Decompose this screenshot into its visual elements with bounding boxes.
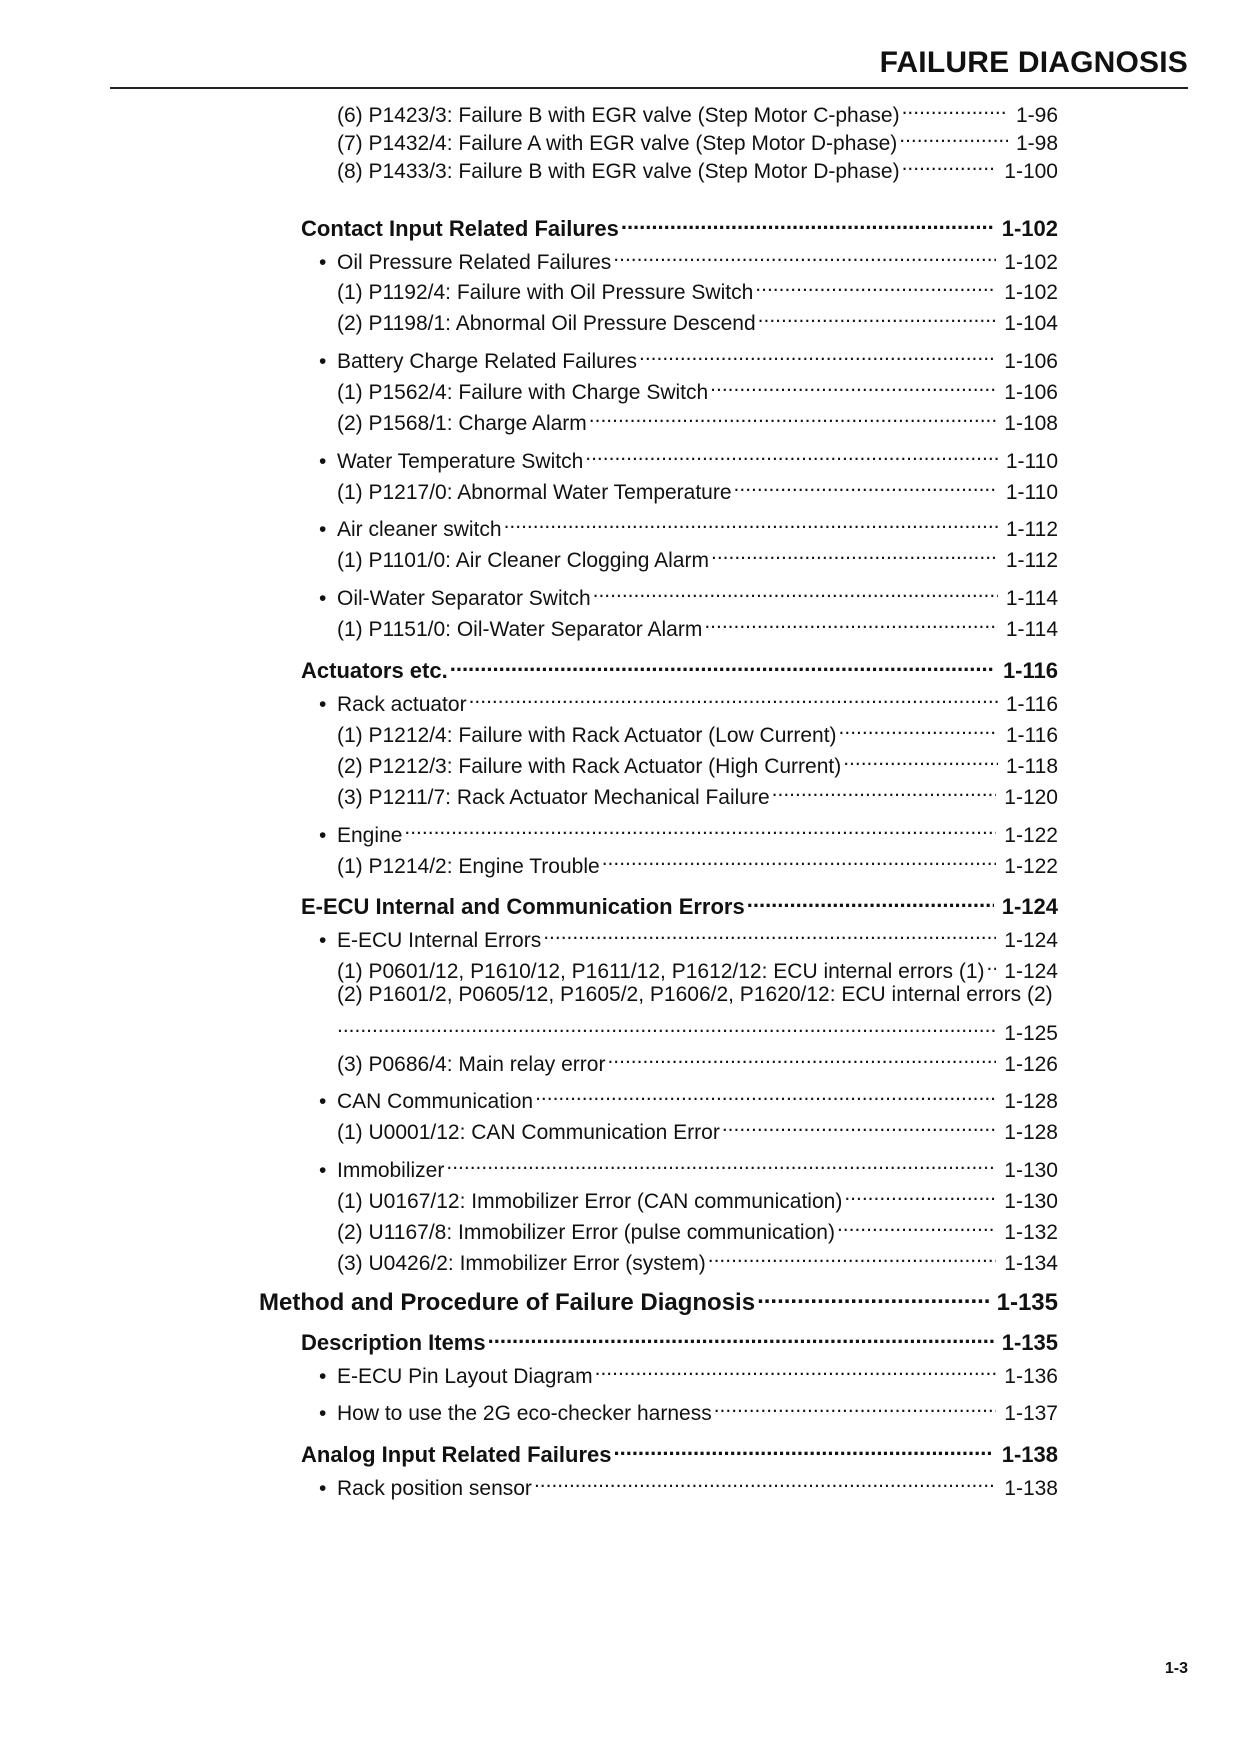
toc-entry[interactable] — [337, 1242, 1058, 1275]
toc-entry-page: 1-124 — [1004, 929, 1058, 952]
toc-entry[interactable] — [337, 745, 1058, 778]
toc-entry[interactable] — [337, 150, 1058, 183]
bullet-icon: • — [319, 929, 327, 952]
toc-entry-title: (1) P0601/12, P1610/12, P1611/12, P1612/12: ECU internal errors (1) — [337, 960, 985, 983]
leader-dots — [987, 950, 997, 978]
toc-entry-title: (3) U0426/2: Immobilizer Error (system) — [337, 1252, 706, 1275]
toc-bullet-entry[interactable] — [319, 1355, 1058, 1388]
toc-entry-page: 1-138 — [1004, 1477, 1058, 1500]
leader-dots — [593, 577, 998, 605]
bullet-icon: • — [319, 450, 327, 473]
bullet-icon: • — [319, 693, 327, 716]
toc-entry-title: E-ECU Internal Errors — [337, 929, 542, 952]
leader-dots — [639, 340, 996, 368]
bullet-icon: • — [319, 824, 327, 847]
toc-entry-title: (2) P1212/3: Failure with Rack Actuator (High Current) — [337, 755, 842, 778]
toc-bullet-entry[interactable] — [319, 1467, 1058, 1500]
toc-entry-page: 1-108 — [1004, 412, 1058, 435]
toc-entry-page: 1-122 — [1004, 824, 1058, 847]
leader-dots — [404, 814, 996, 842]
toc-section-heading[interactable] — [301, 886, 1058, 919]
toc-bullet-entry[interactable] — [319, 577, 1058, 610]
toc-entry-page: 1-138 — [1001, 1442, 1058, 1467]
toc-entry-title: (1) P1101/0: Air Cleaner Clogging Alarm — [337, 549, 709, 572]
toc-entry-page: 1-122 — [1004, 855, 1058, 878]
toc-entry-title: E-ECU Pin Layout Diagram — [337, 1365, 593, 1388]
leader-dots — [844, 1180, 996, 1208]
toc-entry-title: (1) P1212/4: Failure with Rack Actuator (Low Current) — [337, 724, 837, 747]
toc-entry[interactable] — [337, 539, 1058, 572]
toc-bullet-entry[interactable] — [319, 440, 1058, 473]
toc-entry-title: Description Items — [301, 1330, 486, 1355]
leader-dots — [704, 608, 998, 636]
leader-dots — [758, 302, 997, 330]
leader-dots — [837, 1211, 996, 1239]
toc-entry[interactable] — [337, 1111, 1058, 1144]
leader-dots — [710, 371, 996, 399]
leader-dots — [722, 1111, 996, 1139]
toc-entry-page: 1-124 — [1001, 894, 1058, 919]
toc-entry[interactable] — [337, 714, 1058, 747]
toc-entry-page: 1-106 — [1004, 350, 1058, 373]
toc-entry-title: Method and Procedure of Failure Diagnosis — [259, 1289, 756, 1316]
toc-entry-page: 1-116 — [1002, 658, 1058, 683]
toc-entry[interactable] — [337, 1043, 1058, 1076]
leader-dots — [711, 539, 998, 567]
leader-dots — [714, 1392, 997, 1420]
toc-entry-page: 1-132 — [1004, 1221, 1058, 1244]
toc-entry-title: Air cleaner switch — [337, 518, 502, 541]
bullet-icon: • — [319, 251, 327, 274]
leader-dots — [747, 886, 994, 914]
toc-entry[interactable] — [337, 1211, 1058, 1244]
toc-entry-title: Water Temperature Switch — [337, 450, 584, 473]
page-header-title: FAILURE DIAGNOSIS — [879, 46, 1188, 79]
toc-entry-page: 1-106 — [1004, 381, 1058, 404]
bullet-icon: • — [319, 1402, 327, 1425]
toc-entry-title: (1) U0001/12: CAN Communication Error — [337, 1121, 720, 1144]
leader-dots — [535, 1080, 996, 1108]
toc-chapter-heading[interactable] — [259, 1282, 1058, 1316]
toc-entry-page: 1-102 — [1004, 281, 1058, 304]
toc-entry-title: Oil Pressure Related Failures — [337, 251, 612, 274]
toc-entry[interactable] — [337, 402, 1058, 435]
toc-entry-page: 1-128 — [1004, 1090, 1058, 1113]
toc-entry-title: (2) P1198/1: Abnormal Oil Pressure Descend — [337, 312, 756, 335]
leader-dots — [450, 650, 995, 678]
bullet-icon: • — [319, 350, 327, 373]
toc-entry-title: (1) P1562/4: Failure with Charge Switch — [337, 381, 709, 404]
leader-dots — [899, 122, 1008, 150]
toc-section-heading[interactable] — [301, 1434, 1058, 1467]
leader-dots — [602, 845, 997, 873]
leader-dots — [734, 471, 998, 499]
toc-entry-page: 1-124 — [1004, 960, 1058, 983]
leader-dots — [585, 440, 998, 468]
toc-entry[interactable] — [337, 122, 1058, 155]
bullet-icon: • — [319, 1159, 327, 1182]
toc-entry-page: 1-125 — [1004, 1022, 1058, 1045]
toc-entry-title: (1) P1192/4: Failure with Oil Pressure Switch — [337, 281, 754, 304]
toc-entry-page: 1-116 — [1005, 693, 1058, 716]
leader-dots — [613, 241, 996, 269]
leader-dots — [607, 1043, 996, 1071]
toc-entry-title: How to use the 2G eco-checker harness — [337, 1402, 712, 1425]
toc-entry-page: 1-112 — [1005, 518, 1058, 541]
toc-bullet-entry[interactable] — [319, 1392, 1058, 1425]
toc-entry-title: (1) U0167/12: Immobilizer Error (CAN communication) — [337, 1190, 843, 1213]
bullet-icon: • — [319, 1477, 327, 1500]
leader-dots — [488, 1322, 994, 1350]
toc-entry-title: Rack actuator — [337, 693, 467, 716]
toc-entry-title: Oil-Water Separator Switch — [337, 587, 591, 610]
leader-dots — [469, 683, 998, 711]
header-divider — [110, 87, 1188, 89]
toc-entry-page: 1-100 — [1004, 160, 1058, 183]
toc-entry-page: 1-126 — [1004, 1053, 1058, 1076]
toc-entry-page: 1-112 — [1005, 549, 1058, 572]
toc-bullet-entry[interactable] — [319, 814, 1058, 847]
toc-entry-page: 1-96 — [1015, 104, 1058, 127]
toc-entry-title: Immobilizer — [337, 1159, 445, 1182]
bullet-icon: • — [319, 518, 327, 541]
leader-dots — [772, 776, 997, 804]
toc-entry-page: 1-118 — [1005, 755, 1058, 778]
toc-entry-page: 1-114 — [1005, 618, 1058, 641]
toc-entry-page: 1-104 — [1004, 312, 1058, 335]
toc-bullet-entry[interactable] — [319, 340, 1058, 373]
toc-entry-page: 1-135 — [1001, 1330, 1058, 1355]
leader-dots — [708, 1242, 997, 1270]
toc-entry[interactable] — [337, 776, 1058, 809]
toc-section-heading[interactable] — [301, 650, 1058, 683]
leader-dots — [839, 714, 998, 742]
leader-dots — [757, 1282, 989, 1310]
bullet-icon: • — [319, 1090, 327, 1113]
leader-dots — [504, 508, 998, 536]
toc-bullet-entry[interactable] — [319, 683, 1058, 716]
toc-entry[interactable] — [337, 950, 1058, 983]
toc-section-heading[interactable] — [301, 208, 1058, 241]
toc-entry-title: Battery Charge Related Failures — [337, 350, 637, 373]
toc-entry[interactable] — [337, 302, 1058, 335]
toc-entry-title: (6) P1423/3: Failure B with EGR valve (Step Motor C-phase) — [337, 104, 900, 127]
toc-entry-title: Engine — [337, 824, 403, 847]
leader-dots — [902, 150, 997, 178]
bullet-icon: • — [319, 1365, 327, 1388]
leader-dots — [755, 271, 996, 299]
toc-entry-title: Analog Input Related Failures — [301, 1442, 612, 1467]
toc-entry-page: 1-114 — [1005, 587, 1058, 610]
toc-entry-title: Rack position sensor — [337, 1477, 532, 1500]
toc-entry-page: 1-130 — [1004, 1159, 1058, 1182]
toc-entry-page: 1-128 — [1004, 1121, 1058, 1144]
toc-entry-title: (2) P1601/2, P0605/12, P1605/2, P1606/2, P1620/12: ECU internal errors (2) — [337, 983, 1053, 1006]
toc-entry-page: 1-102 — [1004, 251, 1058, 274]
toc-entry-title: (3) P1211/7: Rack Actuator Mechanical Failure — [337, 786, 770, 809]
toc-entry[interactable] — [337, 94, 1058, 127]
toc-entry-page: 1-110 — [1005, 450, 1058, 473]
toc-entry-page: 1-98 — [1015, 132, 1058, 155]
toc-entry-title: (2) P1568/1: Charge Alarm — [337, 412, 587, 435]
toc-entry-page: 1-134 — [1004, 1252, 1058, 1275]
toc-entry-title: (3) P0686/4: Main relay error — [337, 1053, 606, 1076]
toc-entry-page: 1-137 — [1004, 1402, 1058, 1425]
toc-section-heading[interactable] — [301, 1322, 1058, 1355]
toc-entry-title: (1) P1151/0: Oil-Water Separator Alarm — [337, 618, 703, 641]
leader-dots — [543, 919, 996, 947]
toc-entry-title: CAN Communication — [337, 1090, 534, 1113]
toc-entry-title: Actuators etc. — [301, 658, 448, 683]
toc-entry-title: (1) P1214/2: Engine Trouble — [337, 855, 600, 878]
page-number: 1-3 — [1164, 1660, 1188, 1677]
leader-dots — [446, 1149, 996, 1177]
toc-entry-continuation[interactable] — [337, 1012, 1058, 1045]
toc-entry-page: 1-120 — [1004, 786, 1058, 809]
toc-entry-page: 1-130 — [1004, 1190, 1058, 1213]
leader-dots — [621, 208, 994, 236]
toc-entry-title: (2) U1167/8: Immobilizer Error (pulse communication) — [337, 1221, 835, 1244]
leader-dots — [534, 1467, 996, 1495]
bullet-icon: • — [319, 587, 327, 610]
toc-entry[interactable] — [337, 1180, 1058, 1213]
toc-entry-title: (1) P1217/0: Abnormal Water Temperature — [337, 481, 732, 504]
leader-dots — [589, 402, 996, 430]
toc-entry-title: E-ECU Internal and Communication Errors — [301, 894, 745, 919]
toc-entry[interactable] — [337, 845, 1058, 878]
toc-entry-title: (7) P1432/4: Failure A with EGR valve (Step Motor D-phase) — [337, 132, 898, 155]
toc-bullet-entry[interactable] — [319, 1149, 1058, 1182]
toc-entry[interactable] — [337, 271, 1058, 304]
toc-entry-title: (8) P1433/3: Failure B with EGR valve (Step Motor D-phase) — [337, 160, 900, 183]
toc-entry-page: 1-110 — [1005, 481, 1058, 504]
toc-bullet-entry[interactable] — [319, 508, 1058, 541]
toc-bullet-entry[interactable] — [319, 1080, 1058, 1113]
leader-dots — [595, 1355, 997, 1383]
toc-bullet-entry[interactable] — [319, 241, 1058, 274]
toc-entry[interactable] — [337, 371, 1058, 404]
leader-dots — [337, 1012, 996, 1040]
toc-entry[interactable] — [337, 608, 1058, 641]
toc-entry[interactable] — [337, 981, 1058, 1009]
toc-entry[interactable] — [337, 471, 1058, 504]
toc-entry-page: 1-136 — [1004, 1365, 1058, 1388]
toc-entry-page: 1-116 — [1005, 724, 1058, 747]
toc-entry-page: 1-102 — [1001, 216, 1058, 241]
leader-dots — [902, 94, 1008, 122]
toc-entry-page: 1-135 — [996, 1289, 1058, 1316]
toc-entry-title: Contact Input Related Failures — [301, 216, 619, 241]
leader-dots — [843, 745, 998, 773]
toc-bullet-entry[interactable] — [319, 919, 1058, 952]
leader-dots — [613, 1434, 993, 1462]
